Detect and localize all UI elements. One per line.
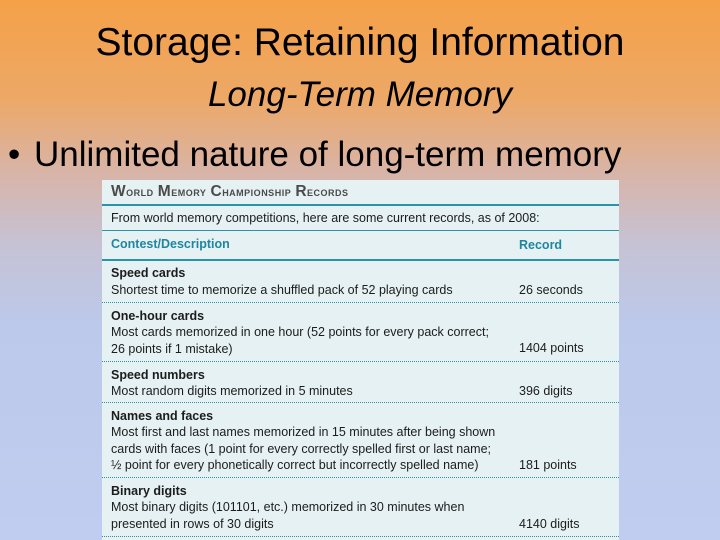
row-divider [102,536,619,537]
row-divider [102,302,619,303]
records-table [102,180,619,540]
header-contest: Contest/Description [111,237,230,251]
row-record: 181 points [519,458,577,472]
slide-subtitle: Long-Term Memory [207,75,513,114]
row-record: 4140 digits [519,517,580,531]
row-name: Binary digits [111,484,187,498]
row-divider [102,477,619,478]
row-description: Most first and last names memorized in 15 minutes after being shown cards with faces (1 point for every correctly spelled first or last name; ½ point for every phonetically correct but incorrectly spelled name) [111,425,496,472]
row-description: Most cards memorized in one hour (52 points for every pack correct; 26 points if 1 mistake) [111,325,489,356]
row-name: One-hour cards [111,309,205,323]
table-title: World Memory Championship Records [111,183,349,200]
row-name: Speed numbers [111,368,205,382]
header-divider [102,259,619,261]
slide-title: Storage: Retaining Information [95,21,625,64]
row-record: 396 digits [519,384,573,398]
bullet-icon: • [8,135,21,174]
header-record: Record [519,238,563,252]
row-record: 1404 points [519,341,584,355]
bullet-point [8,134,621,176]
intro-divider [102,230,619,231]
title-divider [102,204,619,206]
row-description: Shortest time to memorize a shuffled pack of 52 playing cards [111,283,453,297]
row-record: 26 seconds [519,283,583,297]
row-description: Most binary digits (101101, etc.) memorized in 30 minutes when presented in rows of 30 digits [111,500,465,531]
row-divider [102,402,619,403]
row-divider [102,361,619,362]
row-description: Most random digits memorized in 5 minutes [111,384,353,398]
table-intro: From world memory competitions, here are some current records, as of 2008: [111,211,540,225]
bullet-text: Unlimited nature of long-term memory [34,135,622,174]
row-name: Speed cards [111,266,186,280]
row-name: Names and faces [111,409,214,423]
